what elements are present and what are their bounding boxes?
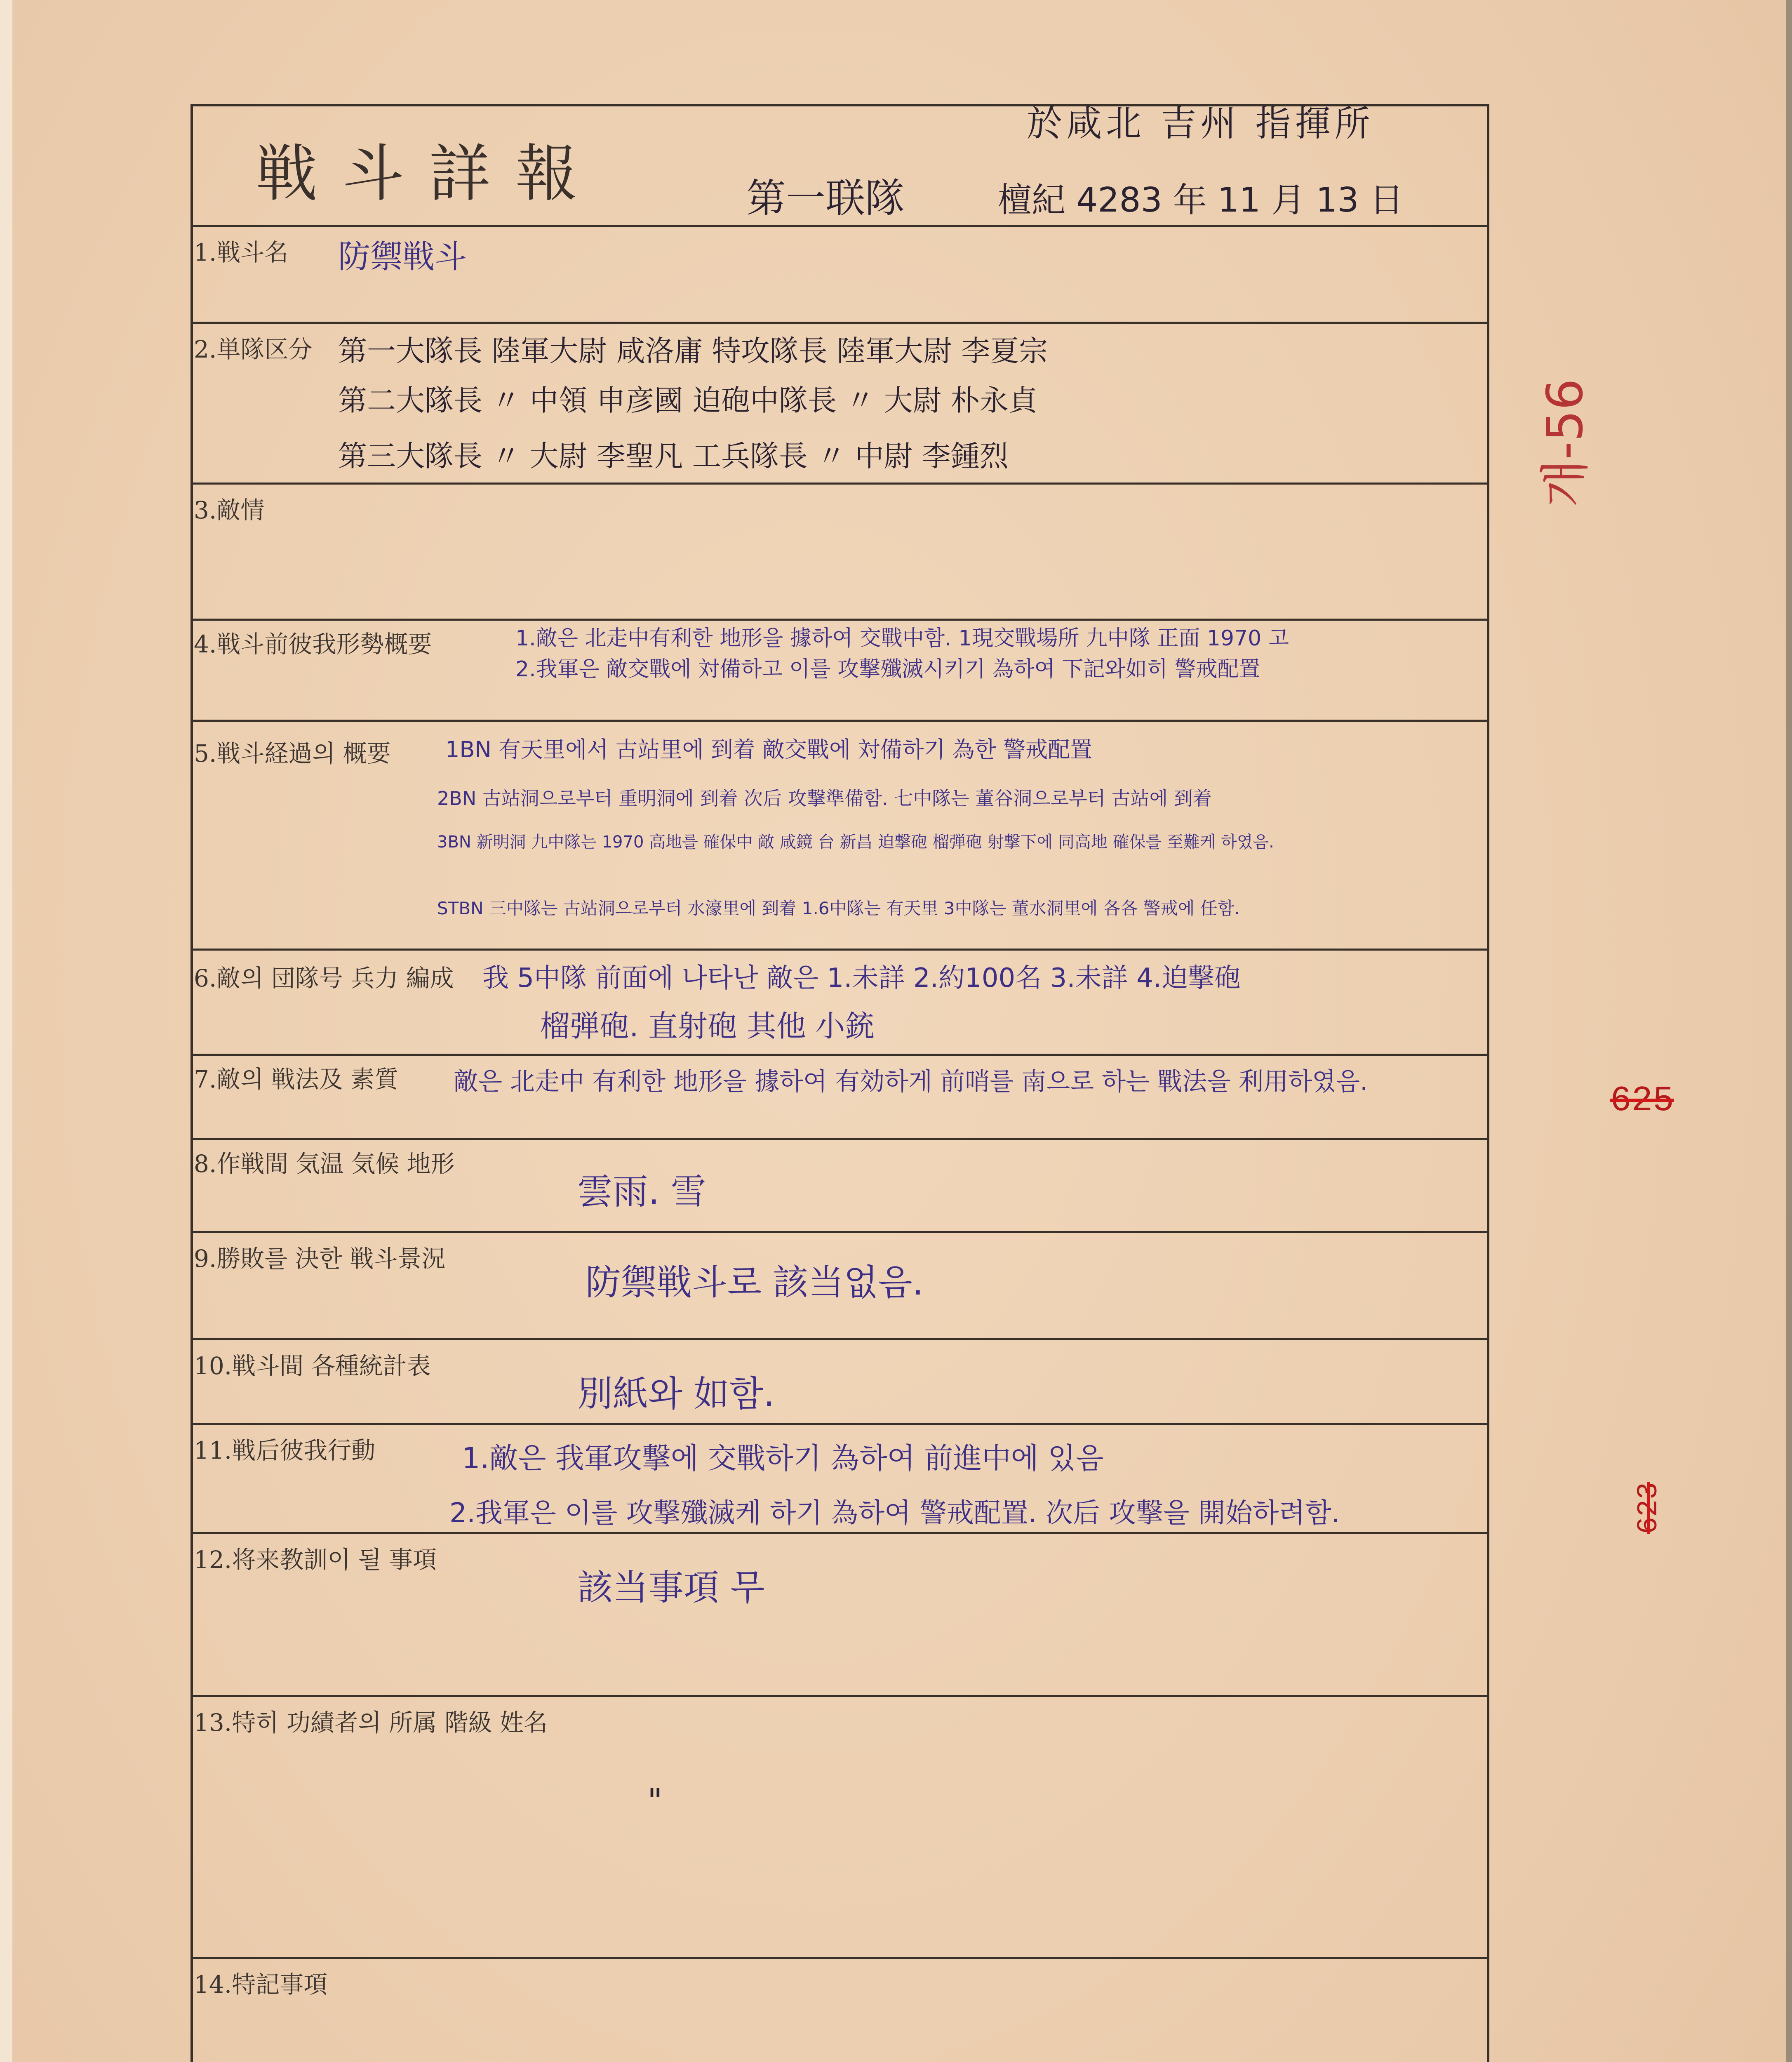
row-entry: STBN 三中隊는 古站洞으로부터 水濠里에 到着 1.6中隊는 有天里 3中隊는 董水洞里에 各各 警戒에 任함. — [437, 898, 1240, 918]
page-number-625: 625 — [1610, 1080, 1674, 1121]
row-label: 10.戦斗間 各種統計表 — [194, 1352, 431, 1380]
row-entry: 3BN 新明洞 九中隊는 1970 高地를 確保中 敵 咸鏡 台 新昌 迫撃砲 榴弾砲 射撃下에 同高地 確保를 至難케 하였음. — [437, 833, 1274, 852]
row-entry: 該当事項 무 — [577, 1567, 765, 1608]
paper-edge-right — [1786, 0, 1792, 2062]
row-label: 2.単隊区分 — [194, 335, 313, 363]
row-divider — [190, 1054, 1489, 1056]
row-entry: 1BN 有天里에서 古站里에 到着 敵交戰에 対備하기 為한 警戒配置 — [445, 737, 1093, 763]
row-entry: 第一大隊長 陸軍大尉 咸洛庸 特攻隊長 陸軍大尉 李夏宗 — [338, 334, 1048, 368]
row-divider — [190, 949, 1489, 951]
row-label: 11.戦后彼我行動 — [194, 1436, 376, 1464]
unit-name: 第一联隊 — [746, 175, 905, 221]
row-divider — [190, 1338, 1489, 1340]
row-label: 13.特히 功績者의 所属 階級 姓名 — [194, 1709, 548, 1737]
row-divider — [190, 483, 1489, 485]
row-divider — [190, 1957, 1489, 1959]
row-entry: 雲雨. 雪 — [577, 1171, 706, 1212]
row-divider — [190, 1423, 1489, 1425]
row-entry: 第二大隊長 〃 中領 申彦國 迫砲中隊長 〃 大尉 朴永貞 — [338, 384, 1037, 417]
document-title: 戦斗詳報 — [256, 138, 602, 210]
row-divider — [190, 1231, 1489, 1233]
command-post: 於咸北 吉州 指揮所 — [1027, 103, 1374, 144]
row-divider — [190, 1695, 1489, 1697]
row-divider — [190, 720, 1489, 722]
row-entry: 我 5中隊 前面에 나타난 敵은 1.未詳 2.約100名 3.未詳 4.迫撃砲 — [482, 963, 1241, 993]
row-divider — [190, 322, 1489, 324]
row-entry: 2.我軍은 敵交戰에 対備하고 이를 攻撃殲滅시키기 為하여 下記와如히 警戒配置 — [515, 657, 1261, 682]
row-entry: 1.敵은 我軍攻撃에 交戰하기 為하여 前進中에 있음 — [462, 1441, 1104, 1475]
row-label: 1.戦斗名 — [194, 238, 289, 266]
row-label: 9.勝敗를 決한 戦斗景況 — [194, 1245, 446, 1273]
pencil-reference-mark: 개-56 — [1537, 379, 1594, 507]
row-label: 6.敵의 団隊号 兵力 編成 — [194, 964, 454, 992]
row-label: 14.特記事項 — [194, 1970, 328, 1998]
report-date: 檀紀 4283 年 11 月 13 日 — [998, 181, 1404, 220]
row-label: 7.敵의 戦法及 素質 — [194, 1065, 399, 1093]
row-divider — [190, 1532, 1489, 1534]
ditto-mark: " — [647, 1782, 663, 1820]
row-entry: 防禦戦斗로 該当없음. — [586, 1262, 924, 1303]
row-entry: 防禦戦斗 — [338, 238, 467, 275]
row-label: 8.作戦間 気温 気候 地形 — [194, 1150, 455, 1178]
row-label: 4.戦斗前彼我形勢概要 — [194, 630, 432, 658]
row-entry: 2.我軍은 이를 攻撃殲滅케 하기 為하여 警戒配置. 次后 攻撃을 開始하려함. — [449, 1497, 1340, 1529]
page-number-623: 623 — [1633, 1482, 1665, 1534]
row-entry: 別紙와 如함. — [577, 1373, 775, 1415]
row-label: 5.戦斗経過의 概要 — [194, 739, 391, 767]
row-entry: 榴弾砲. 直射砲 其他 小銃 — [540, 1009, 875, 1043]
row-label: 12.将来教訓이 될 事項 — [194, 1546, 437, 1574]
row-entry: 1.敵은 北走中有利한 地形을 據하여 交戰中함. 1現交戰場所 九中隊 正面 1970 고 — [515, 626, 1289, 651]
row-divider — [190, 225, 1489, 227]
paper-edge-left — [0, 0, 12, 2062]
row-entry: 2BN 古站洞으로부터 重明洞에 到着 次后 攻撃準備함. 七中隊는 董谷洞으로부터 古站에 到着 — [437, 787, 1212, 810]
row-entry: 敵은 北走中 有利한 地形을 據하여 有効하게 前哨를 南으로 하는 戰法을 利用하였음. — [454, 1067, 1368, 1096]
row-label: 3.敵情 — [194, 496, 265, 524]
row-divider — [190, 1138, 1489, 1140]
row-entry: 第三大隊長 〃 大尉 李聖凡 工兵隊長 〃 中尉 李鍾烈 — [338, 439, 1009, 473]
